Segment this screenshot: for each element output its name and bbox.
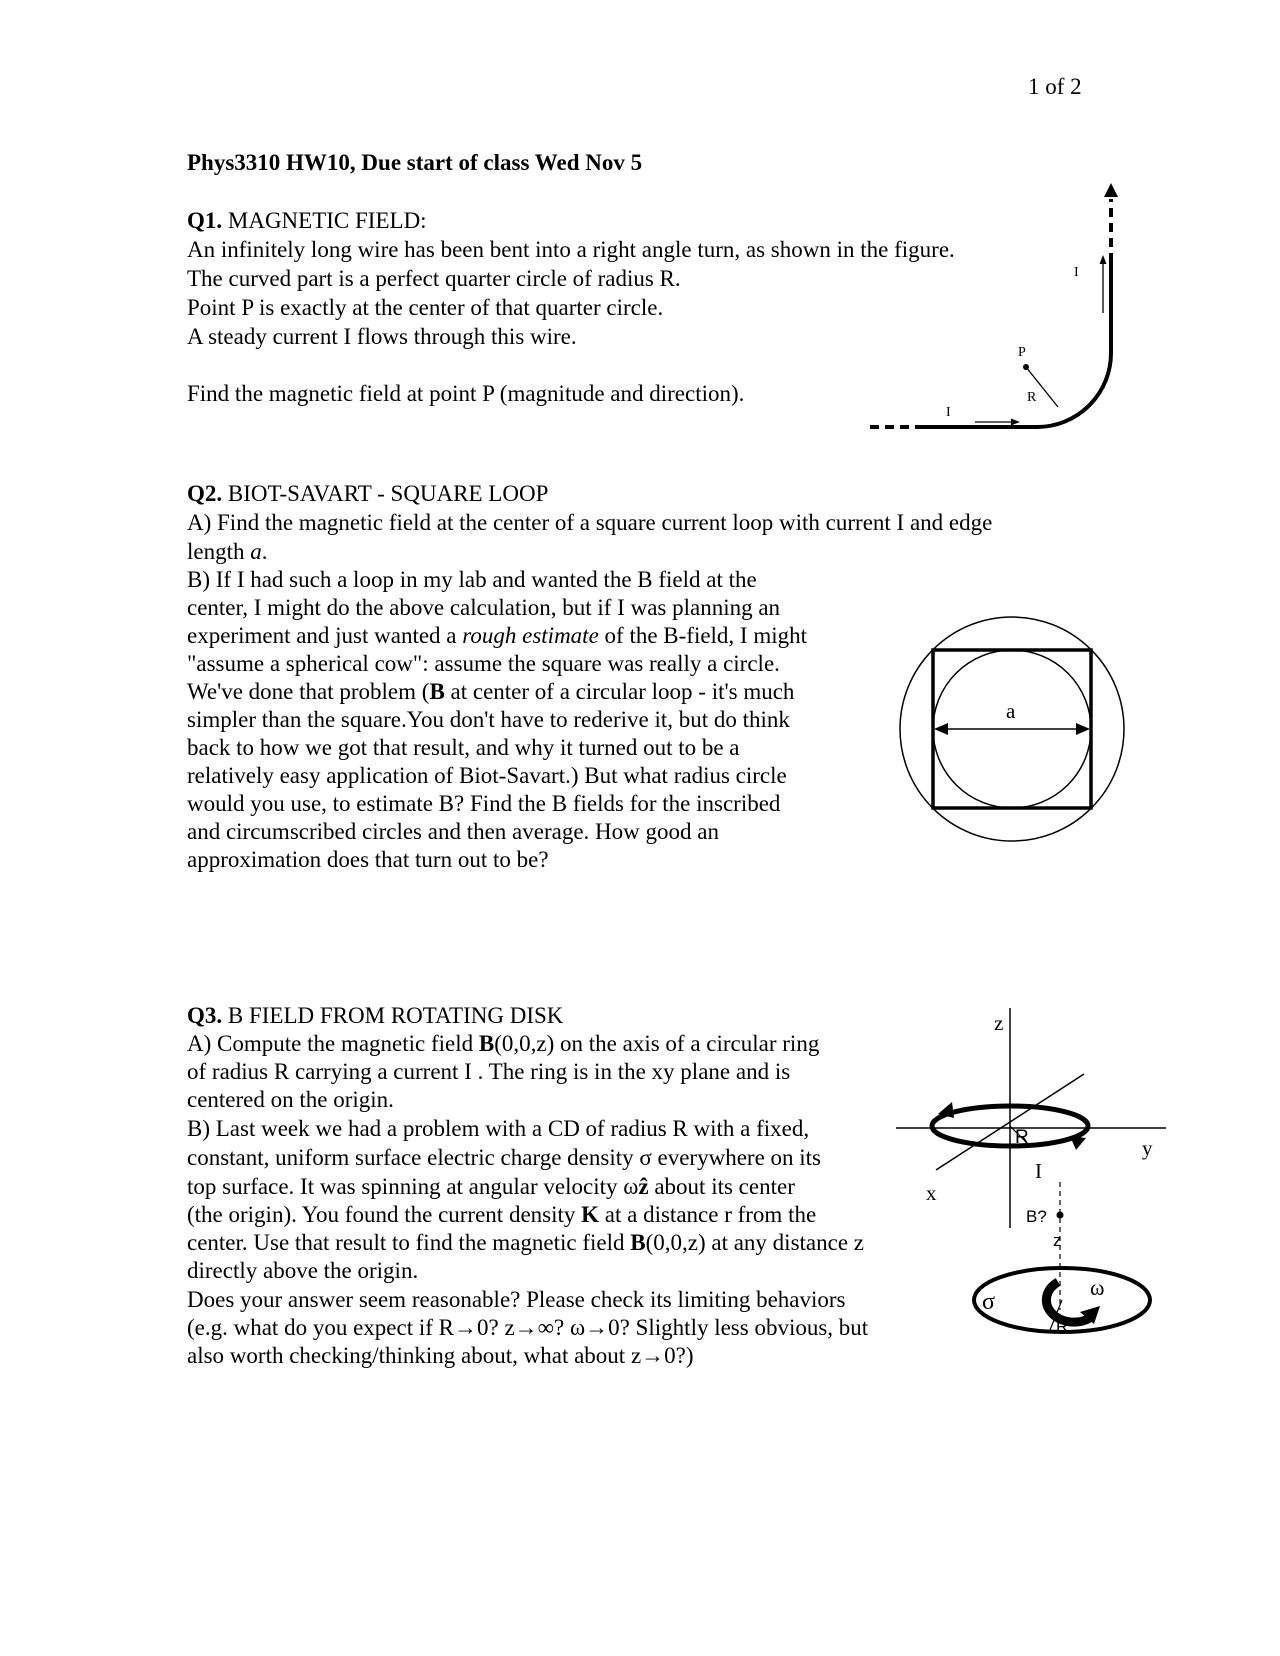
q2-figure (895, 612, 1135, 852)
q1-heading-text: MAGNETIC FIELD: (227, 208, 427, 233)
q3-line-6 (187, 1172, 795, 1201)
q3-k-vector: K (581, 1202, 600, 1227)
q2-line-b5-post: at center of a circular loop - it's much (444, 679, 795, 704)
q3-line-4: B) Last week we had a problem with a CD of radius R with a fixed, (187, 1116, 810, 1141)
q2-line-b5 (187, 677, 794, 706)
q3-b-vector-1: B (478, 1031, 495, 1056)
q2-heading (187, 479, 548, 508)
q2-edge-variable: a (250, 539, 262, 564)
q2-edge-label: a (1006, 699, 1016, 723)
q3-point-z-label: z (1053, 1231, 1062, 1250)
q1-label: Q1. (187, 208, 223, 233)
q3-b-vector-2: B (630, 1230, 646, 1255)
q3-line-11: (e.g. what do you expect if R→0? z→∞? ω→0? Slightly less obvious, but (187, 1315, 869, 1340)
q3-ring-radius-label: R (1015, 1127, 1029, 1148)
q1-heading (187, 206, 427, 235)
q2-dimension-arrow-right-icon (1076, 723, 1090, 735)
q2-line-b3-post: of the B-field, I might (598, 623, 808, 648)
q2-line-b4: "assume a spherical cow": assume the square was really a circle. (187, 651, 780, 676)
q3-disk-radius-label: R (1056, 1317, 1069, 1336)
q2-line-b6: simpler than the square.You don't have to rederive it, but do think (187, 707, 790, 732)
page-title: Phys3310 HW10, Due start of class Wed Nov 5 (187, 150, 643, 175)
q1-current-arrowhead-right-icon (1100, 255, 1107, 264)
q3-ring-arrow-right-icon (1070, 1136, 1086, 1150)
q1-line-3: Point P is exactly at the center of that quarter circle. (187, 295, 664, 320)
q3-line-1 (187, 1029, 819, 1058)
q2-rough-estimate: rough estimate (462, 623, 599, 648)
q1-line-4: A steady current I flows through this wire. (187, 324, 577, 349)
q1-radius-label: R (1027, 390, 1037, 405)
q3-line-7-pre: (the origin). You found the current density (187, 1202, 582, 1227)
q1-line-1: An infinitely long wire has been bent into a right angle turn, as shown in the figure. (187, 237, 955, 262)
q3-heading (187, 1001, 563, 1030)
q3-heading-text: B FIELD FROM ROTATING DISK (227, 1003, 564, 1028)
q2-line-a2-pre: length (187, 539, 251, 564)
q1-line-2: The curved part is a perfect quarter circle of radius R. (187, 266, 681, 291)
q2-b-vector: B (429, 679, 445, 704)
q3-line-12: also worth checking/thinking about, what about z→0?) (187, 1343, 694, 1368)
q1-current-arrowhead-bottom-icon (1011, 419, 1020, 426)
q1-current-label-right: I (1074, 265, 1079, 280)
q3-sigma-label: σ (982, 1289, 995, 1315)
q3-axis-z-label: z (994, 1011, 1004, 1035)
q3-line-6-pre: top surface. It was spinning at angular velocity ω (187, 1174, 639, 1199)
q2-line-a2 (187, 537, 268, 566)
q2-line-a1: A) Find the magnetic field at the center of a square current loop with current I and edge (187, 510, 993, 535)
q3-line-7-post: at a distance r from the (599, 1202, 817, 1227)
q3-axis-y-label: y (1142, 1136, 1153, 1160)
q1-point-label: P (1018, 345, 1026, 360)
q2-line-b3 (187, 621, 807, 650)
q1-wire-arrow-icon (1104, 183, 1118, 197)
q3-line-8-pre: center. Use that result to find the magnetic field (187, 1230, 631, 1255)
q1-question: Find the magnetic field at point P (magnitude and direction). (187, 381, 745, 406)
q2-dimension-arrow-left-icon (934, 723, 948, 735)
q3-field-point (1057, 1212, 1064, 1219)
q3-line-7 (187, 1200, 816, 1229)
q3-line-5: constant, uniform surface electric charge density σ everywhere on its (187, 1145, 822, 1170)
q3-line-2: of radius R carrying a current I . The ring is in the xy plane and is (187, 1059, 791, 1084)
q2-line-b3-pre: experiment and just wanted a (187, 623, 463, 648)
q2-line-b1: B) If I had such a loop in my lab and wanted the B field at the (187, 567, 757, 592)
q3-line-6-post: about its center (648, 1174, 795, 1199)
q2-line-b8: relatively easy application of Biot-Savart.) But what radius circle (187, 763, 787, 788)
q2-line-b11: approximation does that turn out to be? (187, 847, 549, 872)
q2-line-b9: would you use, to estimate B? Find the B fields for the inscribed (187, 791, 781, 816)
q3-line-1-pre: A) Compute the magnetic field (187, 1031, 479, 1056)
q3-line-8 (187, 1228, 864, 1257)
q2-line-b10: and circumscribed circles and then average. How good an (187, 819, 719, 844)
q3-line-10: Does your answer seem reasonable? Please check its limiting behaviors (187, 1287, 846, 1312)
q3-label: Q3. (187, 1003, 223, 1028)
q3-ring-current-label: I (1035, 1159, 1042, 1183)
q3-line-3: centered on the origin. (187, 1087, 394, 1112)
q1-wire-bent (918, 262, 1111, 427)
q3-point-label: B? (1026, 1207, 1047, 1226)
page-number: 1 of 2 (1028, 74, 1082, 99)
q3-z-hat: ẑ (638, 1174, 649, 1199)
q1-current-label-bottom: I (946, 405, 951, 420)
q3-axis-x-label: x (926, 1181, 937, 1205)
q2-line-b5-pre: We've done that problem ( (187, 679, 430, 704)
q1-figure (860, 175, 1120, 445)
q2-label: Q2. (187, 481, 223, 506)
q3-line-9: directly above the origin. (187, 1258, 419, 1283)
q3-omega-label: ω (1090, 1275, 1105, 1300)
q3-line-8-post: (0,0,z) at any distance z (645, 1230, 864, 1255)
q2-heading-text: BIOT-SAVART - SQUARE LOOP (227, 481, 549, 506)
q3-figure (890, 1000, 1175, 1345)
q2-line-b2: center, I might do the above calculation, but if I was planning an (187, 595, 781, 620)
q2-line-b7: back to how we got that result, and why it turned out to be a (187, 735, 740, 760)
q3-line-1-post: (0,0,z) on the axis of a circular ring (494, 1031, 820, 1056)
q2-line-a2-post: . (261, 539, 268, 564)
